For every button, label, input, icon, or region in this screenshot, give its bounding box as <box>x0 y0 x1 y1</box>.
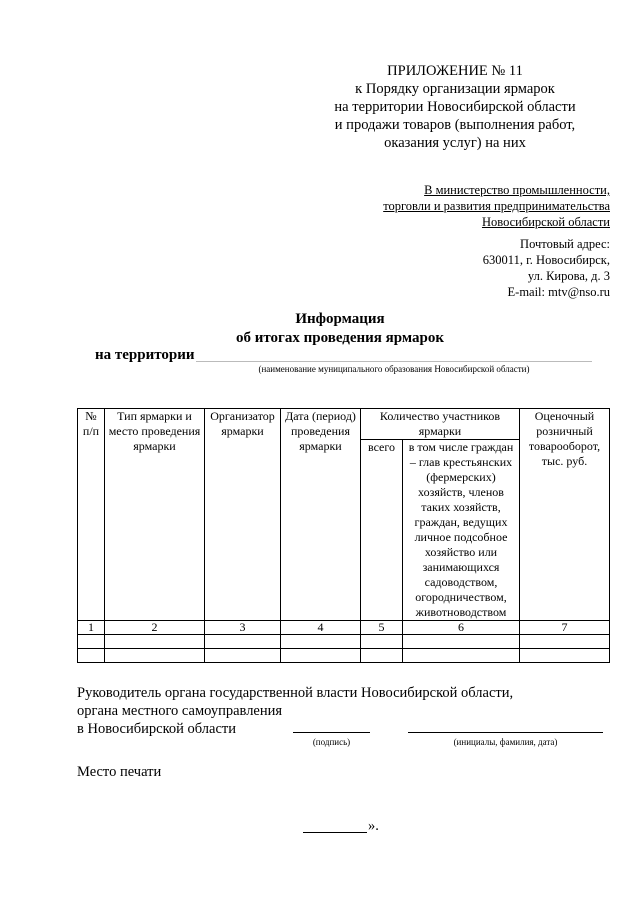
title-line-2: об итогах проведения ярмарок <box>235 330 445 346</box>
table-cell[interactable] <box>403 635 520 649</box>
header-turnover: Оценочный розничный товарооборот, тыс. руб. <box>520 409 610 621</box>
table-cell[interactable] <box>281 635 361 649</box>
table-row <box>78 635 610 649</box>
addressee-line: В министерство промышленности, <box>424 183 610 197</box>
header-date: Дата (период) проведения ярмарки <box>281 409 361 621</box>
postal-line: 630011, г. Новосибирск, <box>482 253 610 267</box>
header-including: в том числе граждан – глав крестьянских (фермерских) хозяйств, членов таких хозяйств, граждан, ведущих личное подсобное хозяйство или занимающихся садоводством, огородничеством, животноводством <box>403 440 520 621</box>
addressee-line: торговли и развития предпринимательства <box>383 199 610 213</box>
appendix-line: и продажи товаров (выполнения работ, <box>334 117 576 133</box>
territory-label: на территории <box>95 347 195 363</box>
postal-label: Почтовый адрес: <box>520 237 610 251</box>
table-cell[interactable] <box>361 649 403 663</box>
table-cell[interactable] <box>403 649 520 663</box>
addressee-line: Новосибирской области <box>481 215 610 229</box>
table-cell[interactable] <box>78 649 105 663</box>
table-cell[interactable] <box>105 649 205 663</box>
col-number: 3 <box>205 621 281 635</box>
appendix-header <box>300 62 610 152</box>
postal-email: E-mail: mtv@nso.ru <box>507 285 610 299</box>
col-number: 5 <box>361 621 403 635</box>
col-number: 6 <box>403 621 520 635</box>
table-cell[interactable] <box>205 635 281 649</box>
table-cell[interactable] <box>105 635 205 649</box>
col-number: 1 <box>78 621 105 635</box>
date-field[interactable] <box>303 832 367 833</box>
postal-line: ул. Кирова, д. 3 <box>527 269 610 283</box>
seal-place: Место печати <box>77 764 162 780</box>
table-cell[interactable] <box>205 649 281 663</box>
col-number: 4 <box>281 621 361 635</box>
title-line-1: Информация <box>295 311 385 327</box>
fair-results-table <box>77 408 610 663</box>
appendix-line: к Порядку организации ярмарок <box>355 81 555 97</box>
header-num: № п/п <box>78 409 105 621</box>
signatory-line: Руководитель органа государственной власти Новосибирской области, <box>77 685 514 701</box>
name-field[interactable] <box>408 732 603 733</box>
appendix-title: ПРИЛОЖЕНИЕ № 11 <box>387 63 523 79</box>
col-number: 2 <box>105 621 205 635</box>
appendix-line: на территории Новосибирской области <box>334 99 576 115</box>
territory-caption: (наименование муниципального образования Новосибирской области) <box>258 364 530 374</box>
closing-quote: ». <box>368 818 379 834</box>
table-cell[interactable] <box>520 635 610 649</box>
appendix-line: оказания услуг) на них <box>384 135 526 151</box>
table-cell[interactable] <box>520 649 610 663</box>
signatory-block <box>77 684 513 738</box>
header-participants: Количество участников ярмарки <box>361 409 520 440</box>
header-type: Тип ярмарки и место проведения ярмарки <box>105 409 205 621</box>
table-cell[interactable] <box>78 635 105 649</box>
table-cell[interactable] <box>281 649 361 663</box>
table-row <box>78 649 610 663</box>
name-caption: (инициалы, фамилия, дата) <box>453 737 558 747</box>
table-number-row <box>78 621 610 635</box>
postal-address <box>483 236 610 300</box>
document-title <box>190 310 490 348</box>
header-organizer: Организатор ярмарки <box>205 409 281 621</box>
signatory-line: органа местного самоуправления <box>77 703 283 719</box>
table-header-row <box>78 409 610 440</box>
signatory-line: в Новосибирской области <box>77 721 236 737</box>
signature-field[interactable] <box>293 732 370 733</box>
addressee <box>383 182 610 230</box>
territory-field[interactable] <box>196 361 592 362</box>
header-total: всего <box>361 440 403 621</box>
col-number: 7 <box>520 621 610 635</box>
signature-caption: (подпись) <box>312 737 351 747</box>
table-cell[interactable] <box>361 635 403 649</box>
